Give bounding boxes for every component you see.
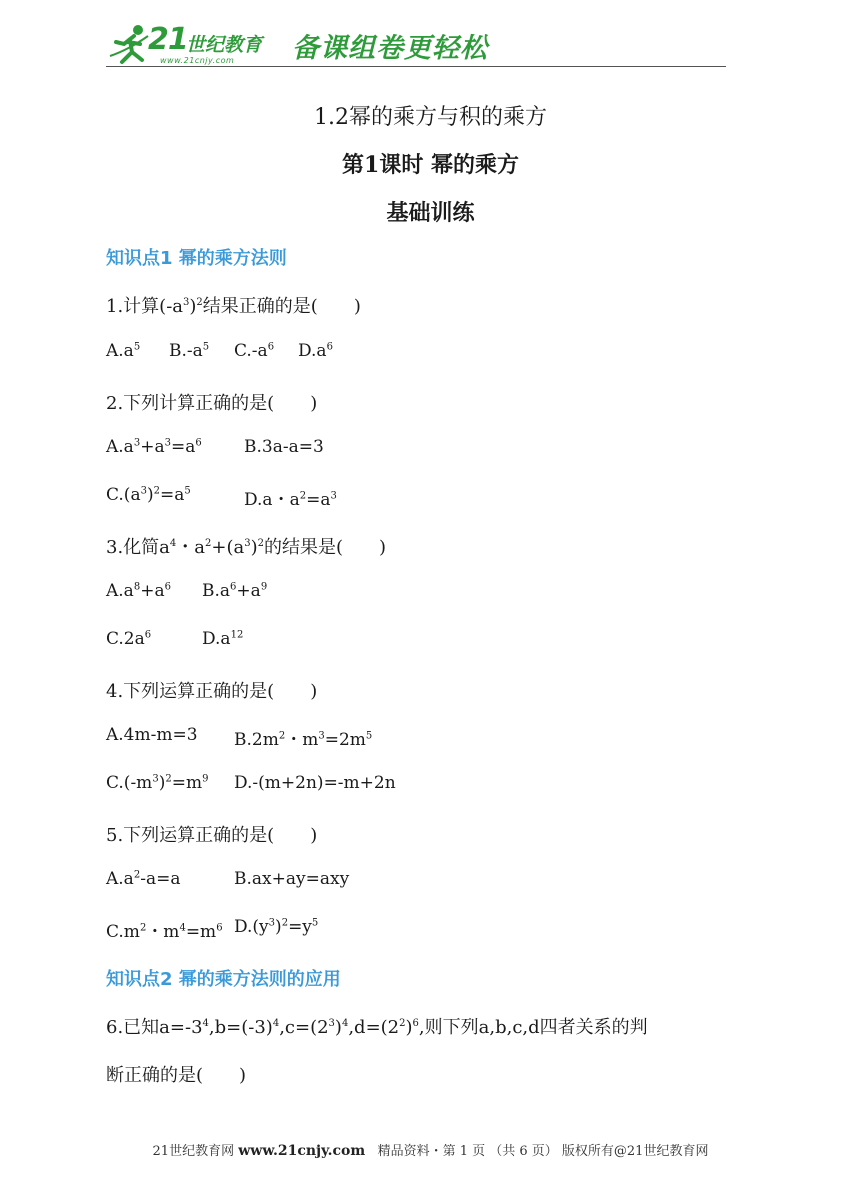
question-3-option-d: $D.a^{12}$ — [202, 629, 244, 649]
footer-site-link[interactable]: www.21cnjy.com — [238, 1143, 366, 1159]
question-1-option-b: $B.-a^5$ — [169, 341, 210, 361]
question-5-option-b: B.ax+ay=axy — [234, 869, 350, 889]
question-4-option-b: $B.2m^2$・$m^3=2m^5$ — [234, 730, 373, 750]
question-1-stem: 1.计算$(-a^3)^2$结果正确的是( ) — [106, 296, 361, 317]
header-divider — [106, 66, 726, 67]
question-5-stem: 5.下列运算正确的是( ) — [106, 825, 318, 846]
footer-right: 精品资料・第 1 页 （共 6 页） 版权所有@21世纪教育网 — [377, 1144, 709, 1159]
header-slogan: 备课组卷更轻松 — [292, 33, 488, 64]
question-4-option-c: $C.(-m^3)^2=m^9$ — [106, 773, 209, 793]
question-6-stem-line-2: 断正确的是( ) — [106, 1065, 247, 1086]
question-1-option-a: $A.a^5$ — [106, 341, 141, 361]
question-3-option-c: $C.2a^6$ — [106, 629, 152, 649]
lesson-title: 第1课时 幂的乘方 — [342, 152, 519, 178]
doc-title: 1.2幂的乘方与积的乘方 — [314, 105, 547, 130]
footer-left: 21世纪教育网 — [152, 1144, 235, 1159]
question-1-option-d: $D.a^6$ — [298, 341, 333, 361]
question-1-option-c: $C.-a^6$ — [234, 341, 275, 361]
question-4-option-a: A.4m-m=3 — [106, 725, 198, 745]
question-2-option-b: B.3a-a=3 — [244, 437, 324, 457]
question-4-stem: 4.下列运算正确的是( ) — [106, 681, 318, 702]
question-2-option-d: D.a・$a^2=a^3$ — [244, 490, 337, 510]
question-6-stem-line-1: 6.已知$a=-3^4,b=(-3)^4,c=(2^3)^4,d=(2^2)^6$,则下列a,b,c,d四者关系的判 — [106, 1017, 648, 1038]
question-2-option-a: $A.a^3+a^3=a^6$ — [106, 437, 202, 457]
section-heading-2: 知识点2 幂的乘方法则的应用 — [106, 969, 341, 990]
logo-number: 21 — [148, 22, 188, 57]
question-2-stem: 2.下列计算正确的是( ) — [106, 393, 318, 414]
question-5-option-a: $A.a^2-a=a$ — [106, 869, 181, 889]
question-3-option-a: $A.a^8+a^6$ — [106, 581, 171, 601]
question-5-option-c: $C.m^2$・$m^4=m^6$ — [106, 922, 223, 942]
question-5-option-d: $D.(y^3)^2=y^5$ — [234, 917, 319, 937]
page-footer — [0, 1140, 861, 1159]
section-heading-1: 知识点1 幂的乘方法则 — [106, 248, 287, 269]
question-2-option-c: $C.(a^3)^2=a^5$ — [106, 485, 191, 505]
question-3-option-b: $B.a^6+a^9$ — [202, 581, 268, 601]
question-3-stem: 3.化简$a^4$・$a^2+(a^3)^2$的结果是( ) — [106, 537, 387, 558]
training-title: 基础训练 — [386, 200, 475, 226]
logo-text: 世纪教育 — [186, 34, 263, 56]
logo-url: www.21cnjy.com — [160, 56, 235, 65]
question-4-option-d: D.-(m+2n)=-m+2n — [234, 773, 396, 793]
runner-logo-icon — [108, 22, 152, 66]
